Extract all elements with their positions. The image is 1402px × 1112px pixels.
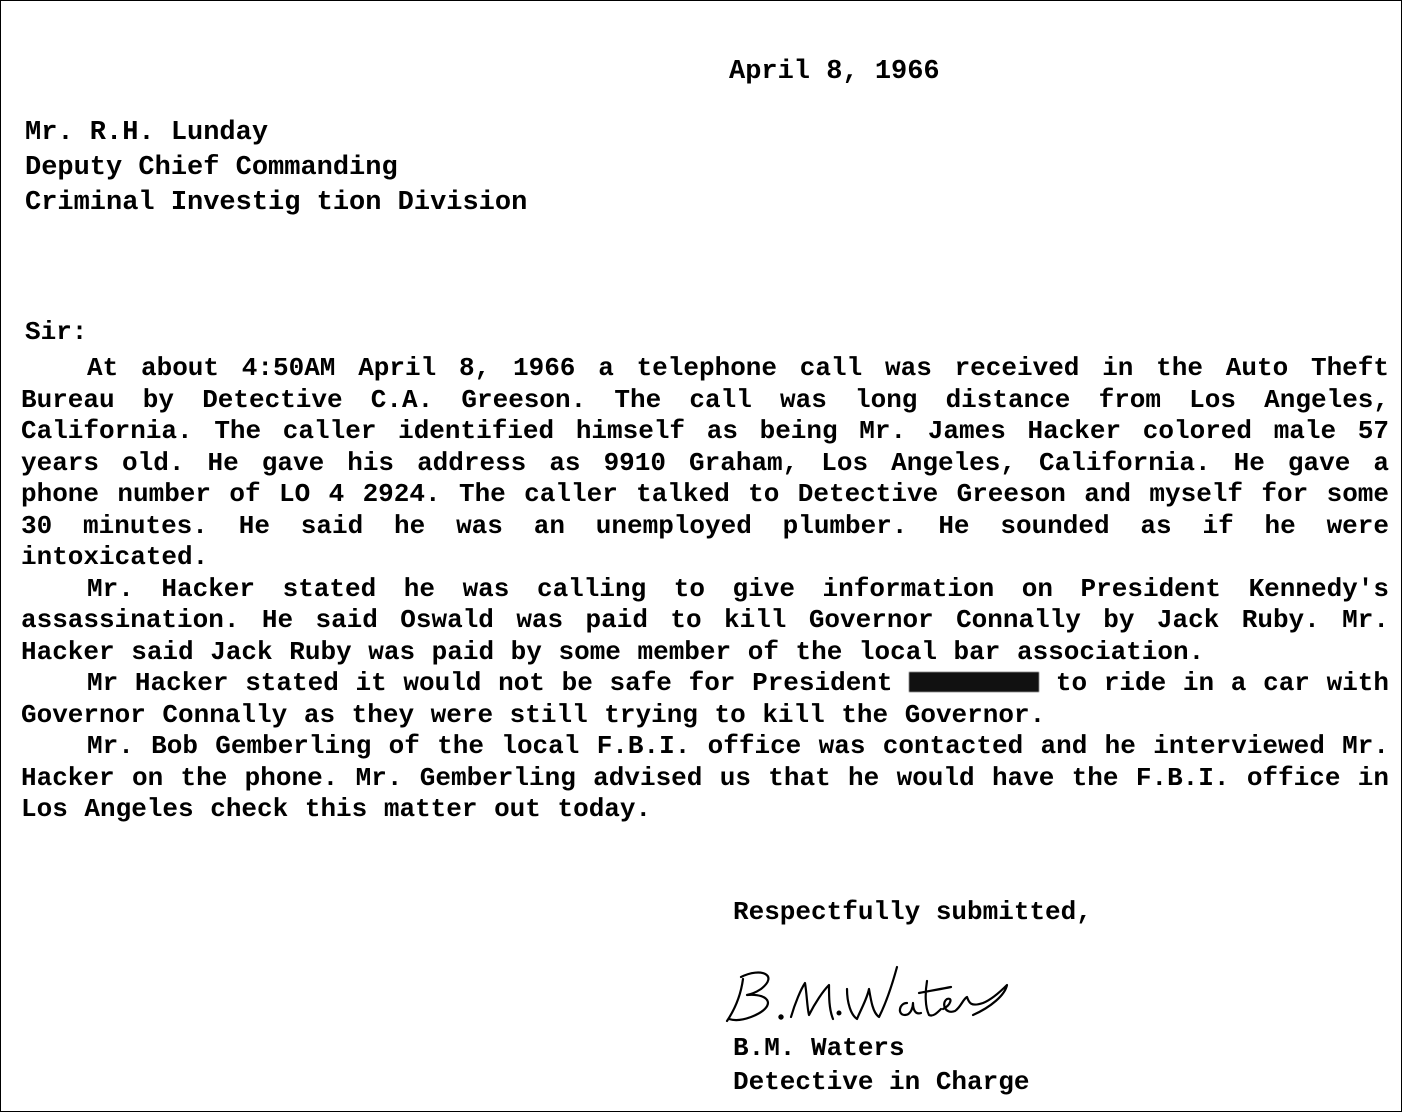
signer-name: B.M. Waters [733, 1033, 905, 1063]
letter-date: April 8, 1966 [729, 57, 940, 87]
paragraph-3-after: to ride in a car with Governor Connally as they were still trying to kill the Governor. [21, 668, 1390, 730]
signer-title: Detective in Charge [733, 1067, 1030, 1097]
signer-block [733, 1031, 1029, 1099]
letter-body [21, 353, 1389, 826]
paragraph-3-before: Mr Hacker stated it would not be safe for President [87, 668, 893, 698]
addressee-name: Mr. R.H. Lunday [25, 118, 269, 148]
addressee-block [25, 116, 527, 221]
body-paragraph-2: Mr. Hacker stated he was calling to give information on President Kennedy's assassination. He said Oswald was paid to kill Governor Connally by Jack Ruby. Mr. Hacker said Jack Ruby was paid by some member of the local bar association. [21, 573, 1389, 667]
body-paragraph-4: Mr. Bob Gemberling of the local F.B.I. office was contacted and he interviewed Mr. Hacker on the phone. Mr. Gemberling advised us that he would have the F.B.I. office in Los Angeles check this matter out today. [21, 731, 1389, 824]
salutation: Sir: [25, 317, 88, 347]
addressee-division: Criminal Investig tion Division [25, 188, 528, 218]
closing: Respectfully submitted, [733, 897, 1092, 927]
body-paragraph-3 [21, 668, 1389, 731]
redaction-mark [909, 672, 1039, 692]
addressee-title: Deputy Chief Commanding [25, 153, 398, 183]
body-paragraph-1: At about 4:50AM April 8, 1966 a telephone call was received in the Auto Theft Bureau by Detective C.A. Greeson. The call was long distance from Los Angeles, California. The caller identified himself as being Mr. James Hacker colored male 57 years old. He gave his address as 9910 Graham, Los Angeles, California. He gave a phone number of LO 4 2924. The caller talked to Detective Greeson and myself for some 30 minutes. He said he was an unemployed plumber. He sounded as if he were intoxicated. [21, 353, 1389, 572]
handwritten-signature [721, 959, 1011, 1031]
